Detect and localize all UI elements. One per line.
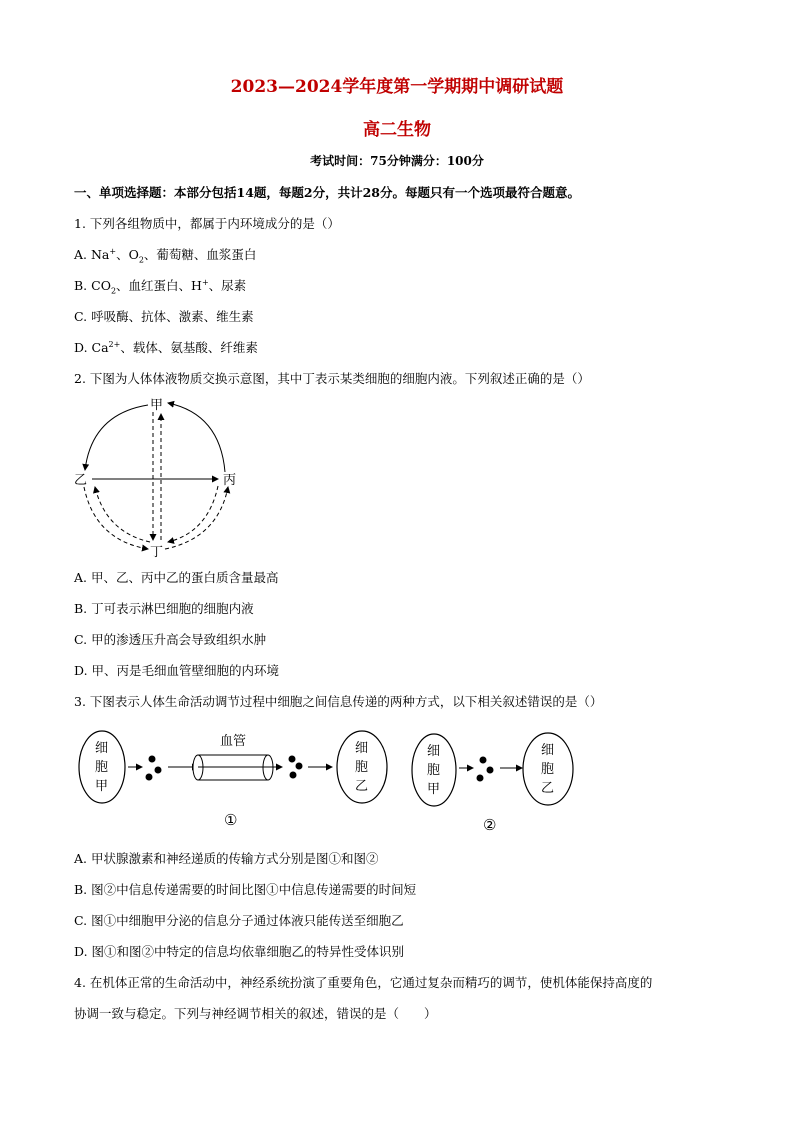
cell-signaling-diagram bbox=[70, 722, 590, 842]
svg-text:胞: 胞 bbox=[95, 760, 109, 775]
section-heading: 一、单项选择题：本部分包括14题，每题2分，共计28分。每题只有一个选项最符合题意。 bbox=[74, 185, 580, 200]
svg-text:细: 细 bbox=[355, 741, 369, 756]
svg-text:细: 细 bbox=[95, 741, 109, 756]
svg-text:乙: 乙 bbox=[355, 779, 369, 794]
q2-option-d: D. 甲、丙是毛细血管壁细胞的内环境 bbox=[74, 663, 280, 678]
q1-stem: 1. 下列各组物质中，都属于内环境成分的是（） bbox=[74, 216, 340, 231]
q2-stem: 2. 下图为人体体液物质交换示意图，其中丁表示某类细胞的细胞内液。下列叙述正确的是（） bbox=[74, 371, 590, 386]
exam-info: 考试时间：75分钟满分：100分 bbox=[310, 154, 484, 168]
node-yi: 乙 bbox=[74, 473, 88, 488]
subject-title: 高二生物 bbox=[363, 120, 431, 140]
body-fluid-exchange-diagram bbox=[70, 392, 250, 562]
q2-option-b: B. 丁可表示淋巴细胞的细胞内液 bbox=[74, 601, 254, 616]
node-jia: 甲 bbox=[150, 398, 164, 413]
q3-option-b: B. 图②中信息传递需要的时间比图①中信息传递需要的时间短 bbox=[74, 882, 417, 897]
q3-option-d: D. 图①和图②中特定的信息均依靠细胞乙的特异性受体识别 bbox=[74, 944, 405, 959]
svg-text:胞: 胞 bbox=[355, 760, 369, 775]
exam-title: 2023—2024学年度第一学期期中调研试题 bbox=[230, 77, 564, 97]
svg-text:乙: 乙 bbox=[541, 781, 555, 796]
q4-stem-line2: 协调一致与稳定。下列与神经调节相关的叙述，错误的是（ ） bbox=[74, 1006, 437, 1021]
q1-option-b: B. $CO_2$、血红蛋白、H+、尿素 bbox=[74, 277, 247, 296]
q3-option-a: A. 甲状腺激素和神经递质的传输方式分别是图①和图② bbox=[74, 851, 379, 866]
figure-2-label: ② bbox=[483, 816, 497, 834]
q3-option-c: C. 图①中细胞甲分泌的信息分子通过体液只能传送至细胞乙 bbox=[74, 913, 404, 928]
q4-stem-line1: 4. 在机体正常的生命活动中，神经系统扮演了重要角色，它通过复杂而精巧的调节，使机体能保持高度的 bbox=[74, 975, 653, 990]
vessel-label: 血管 bbox=[220, 734, 247, 749]
svg-text:甲: 甲 bbox=[427, 782, 441, 797]
q1-option-c: C. 呼吸酶、抗体、激素、维生素 bbox=[74, 309, 254, 324]
svg-text:胞: 胞 bbox=[541, 762, 555, 777]
node-ding: 丁 bbox=[150, 545, 164, 560]
svg-text:甲: 甲 bbox=[95, 779, 109, 794]
node-bing: 丙 bbox=[223, 473, 237, 488]
q3-stem: 3. 下图表示人体生命活动调节过程中细胞之间信息传递的两种方式，以下相关叙述错误的是（） bbox=[74, 694, 603, 709]
svg-text:细: 细 bbox=[541, 743, 555, 758]
q2-option-c: C. 甲的渗透压升高会导致组织水肿 bbox=[74, 632, 267, 647]
figure-1-label: ① bbox=[224, 811, 238, 829]
q2-option-a: A. 甲、乙、丙中乙的蛋白质含量最高 bbox=[74, 570, 279, 585]
svg-text:细: 细 bbox=[427, 744, 441, 759]
q1-option-d: D. $Ca^{2+}$、载体、氨基酸、纤维素 bbox=[74, 339, 258, 355]
q1-option-a: A. Na+、$O_2$、葡萄糖、血浆蛋白 bbox=[74, 246, 257, 265]
svg-text:胞: 胞 bbox=[427, 763, 441, 778]
